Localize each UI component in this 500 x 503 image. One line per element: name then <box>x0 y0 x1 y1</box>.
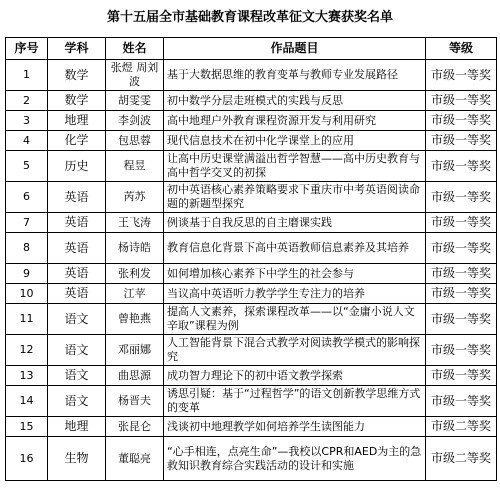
header-grade: 等级 <box>426 38 497 60</box>
row-grade: 市级一等奖 <box>426 284 497 304</box>
row-name: 董聪亮 <box>106 437 164 481</box>
row-subject: 语文 <box>48 304 106 335</box>
row-no: 2 <box>6 91 48 111</box>
row-subject: 语文 <box>48 366 106 386</box>
row-grade: 市级一等奖 <box>426 182 497 213</box>
table-row <box>6 91 497 111</box>
row-grade: 市级一等奖 <box>426 335 497 366</box>
row-title: 当议高中英语听力教学学生专注力的培养 <box>164 284 426 304</box>
row-title: 如何增加核心素养下中学生的社会参与 <box>164 264 426 284</box>
row-name: 曲思源 <box>106 366 164 386</box>
table-row <box>6 151 497 182</box>
row-no: 11 <box>6 304 48 335</box>
row-no: 15 <box>6 417 48 437</box>
row-subject: 生物 <box>48 437 106 481</box>
row-name: 芮苏 <box>106 182 164 213</box>
page-title: 第十五届全市基础教育课程改革征文大赛获奖名单 <box>106 10 393 25</box>
table-row <box>6 264 497 284</box>
table-row <box>6 335 497 366</box>
row-name: 张煜 周刘波 <box>106 60 164 91</box>
row-no: 9 <box>6 264 48 284</box>
row-subject: 化学 <box>48 131 106 151</box>
table-row <box>6 213 497 233</box>
row-title: 基于大数据思维的教育变革与教师专业发展路径 <box>164 60 426 91</box>
table-row <box>6 111 497 131</box>
row-grade: 市级一等奖 <box>426 111 497 131</box>
table-row <box>6 284 497 304</box>
row-subject: 英语 <box>48 233 106 264</box>
table-row <box>6 60 497 91</box>
row-name: 张昆仑 <box>106 417 164 437</box>
row-grade: 市级一等奖 <box>426 213 497 233</box>
row-grade: 市级一等奖 <box>426 233 497 264</box>
header-name: 姓名 <box>106 38 164 60</box>
row-subject: 英语 <box>48 264 106 284</box>
table-row <box>6 386 497 417</box>
row-name: 江苹 <box>106 284 164 304</box>
row-subject: 数学 <box>48 91 106 111</box>
table-header-row <box>6 38 497 60</box>
row-name: 包思蓉 <box>106 131 164 151</box>
row-title: 让高中历史课堂满溢出哲学智慧——高中历史教育与高中哲学交叉的初探 <box>164 151 426 182</box>
row-name: 张利发 <box>106 264 164 284</box>
row-grade: 市级一等奖 <box>426 151 497 182</box>
row-title: 提高人文素养，探索课程改革——以“金庸小说人文辛取”课程为例 <box>164 304 426 335</box>
row-grade: 市级一等奖 <box>426 386 497 417</box>
header-subject: 学科 <box>48 38 106 60</box>
row-no: 10 <box>6 284 48 304</box>
row-grade: 市级一等奖 <box>426 91 497 111</box>
row-no: 7 <box>6 213 48 233</box>
row-title: 教育信息化背景下高中英语教师信息素养及其培养 <box>164 233 426 264</box>
row-subject: 历史 <box>48 151 106 182</box>
row-grade: 市级二等奖 <box>426 417 497 437</box>
row-title: 初中数学分层走班模式的实践与反思 <box>164 91 426 111</box>
table-row <box>6 417 497 437</box>
row-subject: 地理 <box>48 417 106 437</box>
table-row <box>6 233 497 264</box>
row-grade: 市级一等奖 <box>426 264 497 284</box>
row-grade: 市级一等奖 <box>426 366 497 386</box>
row-name: 杨诗皓 <box>106 233 164 264</box>
table-row <box>6 182 497 213</box>
row-grade: 市级一等奖 <box>426 131 497 151</box>
row-grade: 市级一等奖 <box>426 304 497 335</box>
row-subject: 地理 <box>48 111 106 131</box>
row-title: 高中地理户外教育课程资源开发与利用研究 <box>164 111 426 131</box>
row-grade: 市级二等奖 <box>426 437 497 481</box>
awards-table <box>5 37 497 481</box>
row-name: 胡雯雯 <box>106 91 164 111</box>
row-name: 程昱 <box>106 151 164 182</box>
row-no: 16 <box>6 437 48 481</box>
row-name: 王飞涛 <box>106 213 164 233</box>
table-row <box>6 437 497 481</box>
header-no: 序号 <box>6 38 48 60</box>
row-name: 李剑波 <box>106 111 164 131</box>
row-grade: 市级一等奖 <box>426 60 497 91</box>
row-no: 6 <box>6 182 48 213</box>
row-title: 人工智能背景下混合式教学对阅读教学模式的影响探究 <box>164 335 426 366</box>
row-no: 1 <box>6 60 48 91</box>
table-row <box>6 131 497 151</box>
header-title: 作品题目 <box>164 38 426 60</box>
row-subject: 语文 <box>48 386 106 417</box>
row-name: 杨晋夫 <box>106 386 164 417</box>
row-title: 现代信息技术在初中化学课堂上的应用 <box>164 131 426 151</box>
row-name: 曾艳燕 <box>106 304 164 335</box>
row-subject: 英语 <box>48 213 106 233</box>
row-title: 初中英语核心素养策略要求下重庆市中考英语阅读命题的新题型探究 <box>164 182 426 213</box>
row-subject: 英语 <box>48 182 106 213</box>
row-title: 成功智力理论下的初中语文教学探索 <box>164 366 426 386</box>
row-subject: 英语 <box>48 284 106 304</box>
row-no: 12 <box>6 335 48 366</box>
row-title: 浅谈初中地理教学如何培养学生读图能力 <box>164 417 426 437</box>
row-no: 14 <box>6 386 48 417</box>
row-no: 13 <box>6 366 48 386</box>
row-no: 5 <box>6 151 48 182</box>
row-no: 8 <box>6 233 48 264</box>
row-no: 4 <box>6 131 48 151</box>
row-subject: 数学 <box>48 60 106 91</box>
table-row <box>6 304 497 335</box>
row-title: 例谈基于自我反思的自主磨课实践 <box>164 213 426 233</box>
row-name: 邓丽娜 <box>106 335 164 366</box>
row-title: 诱思引疑：基于“过程哲学”的语文创新教学思维方式的变革 <box>164 386 426 417</box>
table-row <box>6 366 497 386</box>
row-no: 3 <box>6 111 48 131</box>
row-title: “心手相连，点亮生命”—我校以CPR和AED为主的急救知识教育综合实践活动的设计和实施 <box>164 437 426 481</box>
row-subject: 语文 <box>48 335 106 366</box>
